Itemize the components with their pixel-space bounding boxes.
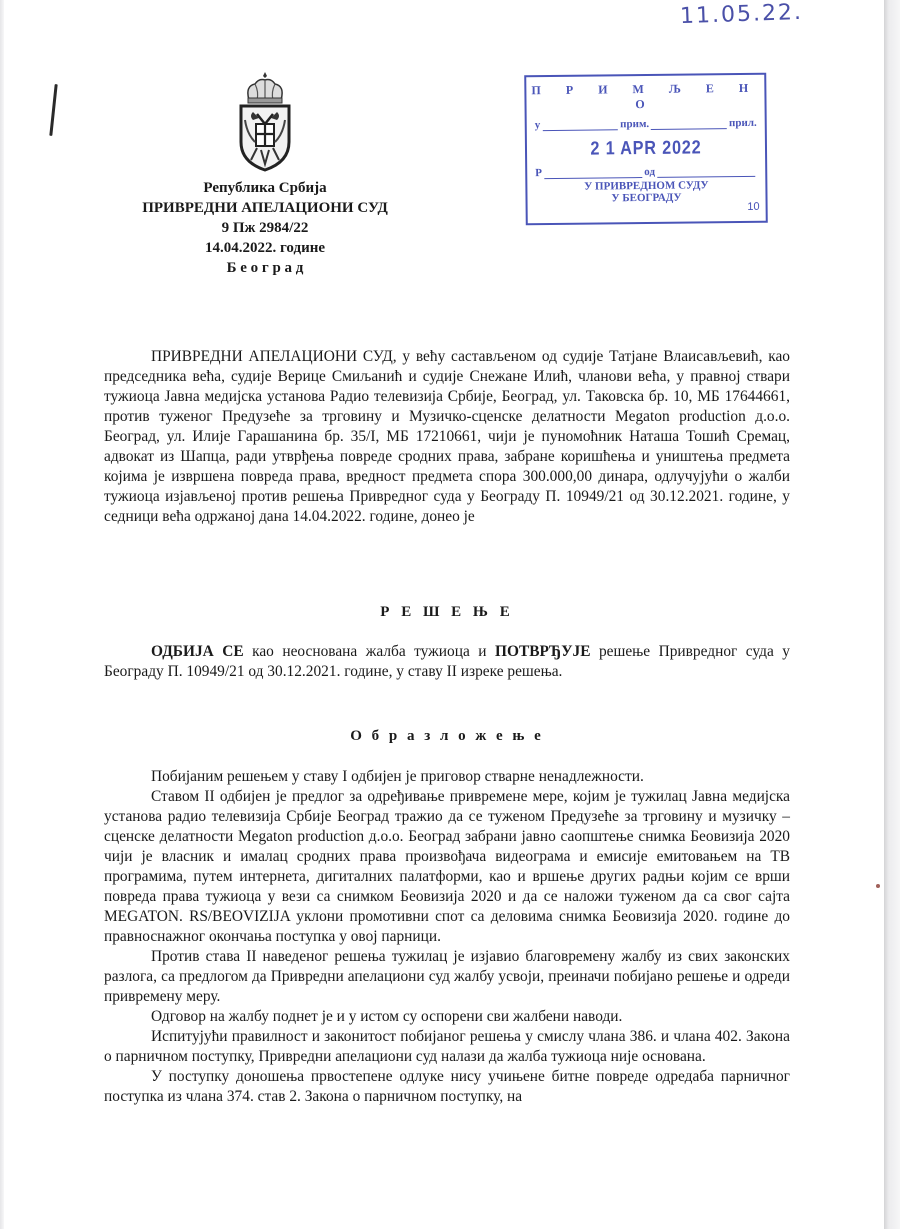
scan-speck — [876, 884, 880, 888]
decision-section — [104, 642, 790, 682]
stamp-row3-mid: од — [644, 165, 656, 179]
court-header — [120, 70, 410, 278]
court-name: ПРИВРЕДНИ АПЕЛАЦИОНИ СУД — [142, 200, 388, 216]
stamp-row3-prefix: Р — [535, 167, 543, 180]
stamp-row1-mid: прим. — [620, 117, 650, 131]
stamp-blank — [544, 167, 642, 179]
stamp-footer-line2: У БЕОГРАДУ — [611, 191, 682, 205]
decision-bold-1: ОДБИЈА СЕ — [151, 643, 244, 660]
decision-bold-2: ПОТВРЂУЈЕ — [495, 643, 591, 660]
stamp-row-attachments — [535, 117, 757, 131]
reasoning-paragraph: Испитујући правилност и законитост побијаног решења у смислу члана 386. и члана 402. Закона о парничном поступку, Привредни апелациони суд налази да жалба тужиоца није основана. — [104, 1028, 790, 1065]
reasoning-paragraph: Ставом II одбијен је предлог за одређивање привремене мере, којим је тужилац Јавна медијска установа радио телевизија Србије Београд тражио да се туженом Предузеће за трговину и музичку –сценске делатности Megaton production д.о.о. Београд забрани јавно саопштење снимка Беовизија 2020 чији је власник и ималац сродних права произвођача видеограма и емисије емитовањем на ТВ програмима, путем интернета, дигиталних палатформи, као и вршење других радњи којим се врши повреда права тужиоца у вези са снимком Беовизија 2020 и да се наложи туженом да са свог сајта MEGATON. RS/BEOVIZIJA уклони промотивни спот са деловима снимка Беовизија 2020. године до правноснажног окончања поступка у овој парници. — [104, 788, 790, 945]
country-name: Република Србија — [203, 180, 327, 196]
page-right-edge — [884, 0, 900, 1229]
reasoning-paragraph: У поступку доношења првостепене одлуке нису учињене битне повреде одредаба парничног поступка из члана 374. став 2. Закона о парничном поступку, на — [104, 1068, 790, 1105]
stamp-row1-suffix: прил. — [728, 116, 757, 130]
reasoning-paragraph: Одговор на жалбу поднет је и у истом су оспорени сви жалбени наводи. — [151, 1008, 623, 1025]
page-left-edge — [0, 0, 4, 1229]
stamp-footer — [527, 179, 765, 205]
stamp-blank — [657, 166, 755, 178]
received-stamp — [524, 73, 768, 226]
intro-section — [104, 347, 790, 527]
stamp-number: 10 — [747, 200, 760, 213]
reasoning-paragraph: Побијаним решењем у ставу I одбијен је приговор стварне ненадлежности. — [151, 768, 644, 785]
stamp-row-registry — [535, 165, 757, 179]
decision-text-2: решење Привредног суда у Београду П. 10949/21 од 30.12.2021. године, у ставу II изреке решења. — [104, 643, 791, 680]
intro-paragraph: ПРИВРЕДНИ АПЕЛАЦИОНИ СУД, у већу састављеном од судије Татјане Влаисављевић, као председника већа, судије Верице Смиљанић и судије Снежане Илић, чланови већа, у правној ствари тужиоца Јавна медијска установа Радио телевизија Србије, Београд, ул. Таковска бр. 10, МБ 17644661, против туженог Предузеће за трговину и Музичко-сценске делатности Megaton production д.о.о. Београд, ул. Илије Гарашанина бр. 35/I, МБ 17210661, чији је пуномоћник Наташа Тошић Сремац, адвокат из Шапца, ради утврђења повреде сродних права, забране коришћења и уништења предмета којима је извршена повреда права, вредност предмета спора 300.000,00 динара, одлучујући о жалби тужиоца изјављеној против решења Привредног суда у Београду П. 10949/21 од 30.12.2021. године, у седници већа одржаној дана 14.04.2022. године, донео је — [104, 348, 790, 525]
stamp-date: 2 1 APR 2022 — [590, 137, 702, 160]
decision-paragraph — [104, 642, 790, 682]
stamp-title: П Р И М Љ Е Н О — [531, 80, 760, 112]
reasoning-title: О б р а з л о ж е њ е — [350, 728, 544, 744]
stamp-footer-line1: У ПРИВРЕДНОМ СУДУ — [584, 179, 709, 193]
case-number: 9 Пж 2984/22 — [221, 220, 309, 236]
city-name: Б е о г р а д — [226, 260, 304, 276]
reasoning-section — [104, 767, 790, 1107]
reasoning-paragraph: Против става II наведеног решења тужилац је изјавио благовремену жалбу из свих законских разлога, са предлогом да Привредни апелациони суд жалбу усвоји, преиначи побијано решење и одреди привремену меру. — [104, 948, 790, 1005]
handwritten-date-note: 11.05.22. — [679, 0, 804, 30]
decision-title: Р Е Ш Е Њ Е — [380, 604, 514, 620]
stamp-blank — [651, 118, 727, 130]
document-date: 14.04.2022. године — [204, 240, 326, 256]
decision-text-1: као неоснована жалба тужиоца и — [243, 643, 496, 660]
stamp-row1-prefix: у — [534, 119, 541, 132]
margin-pen-mark — [49, 84, 57, 136]
coat-of-arms-icon — [235, 70, 295, 174]
stamp-blank — [542, 119, 618, 131]
